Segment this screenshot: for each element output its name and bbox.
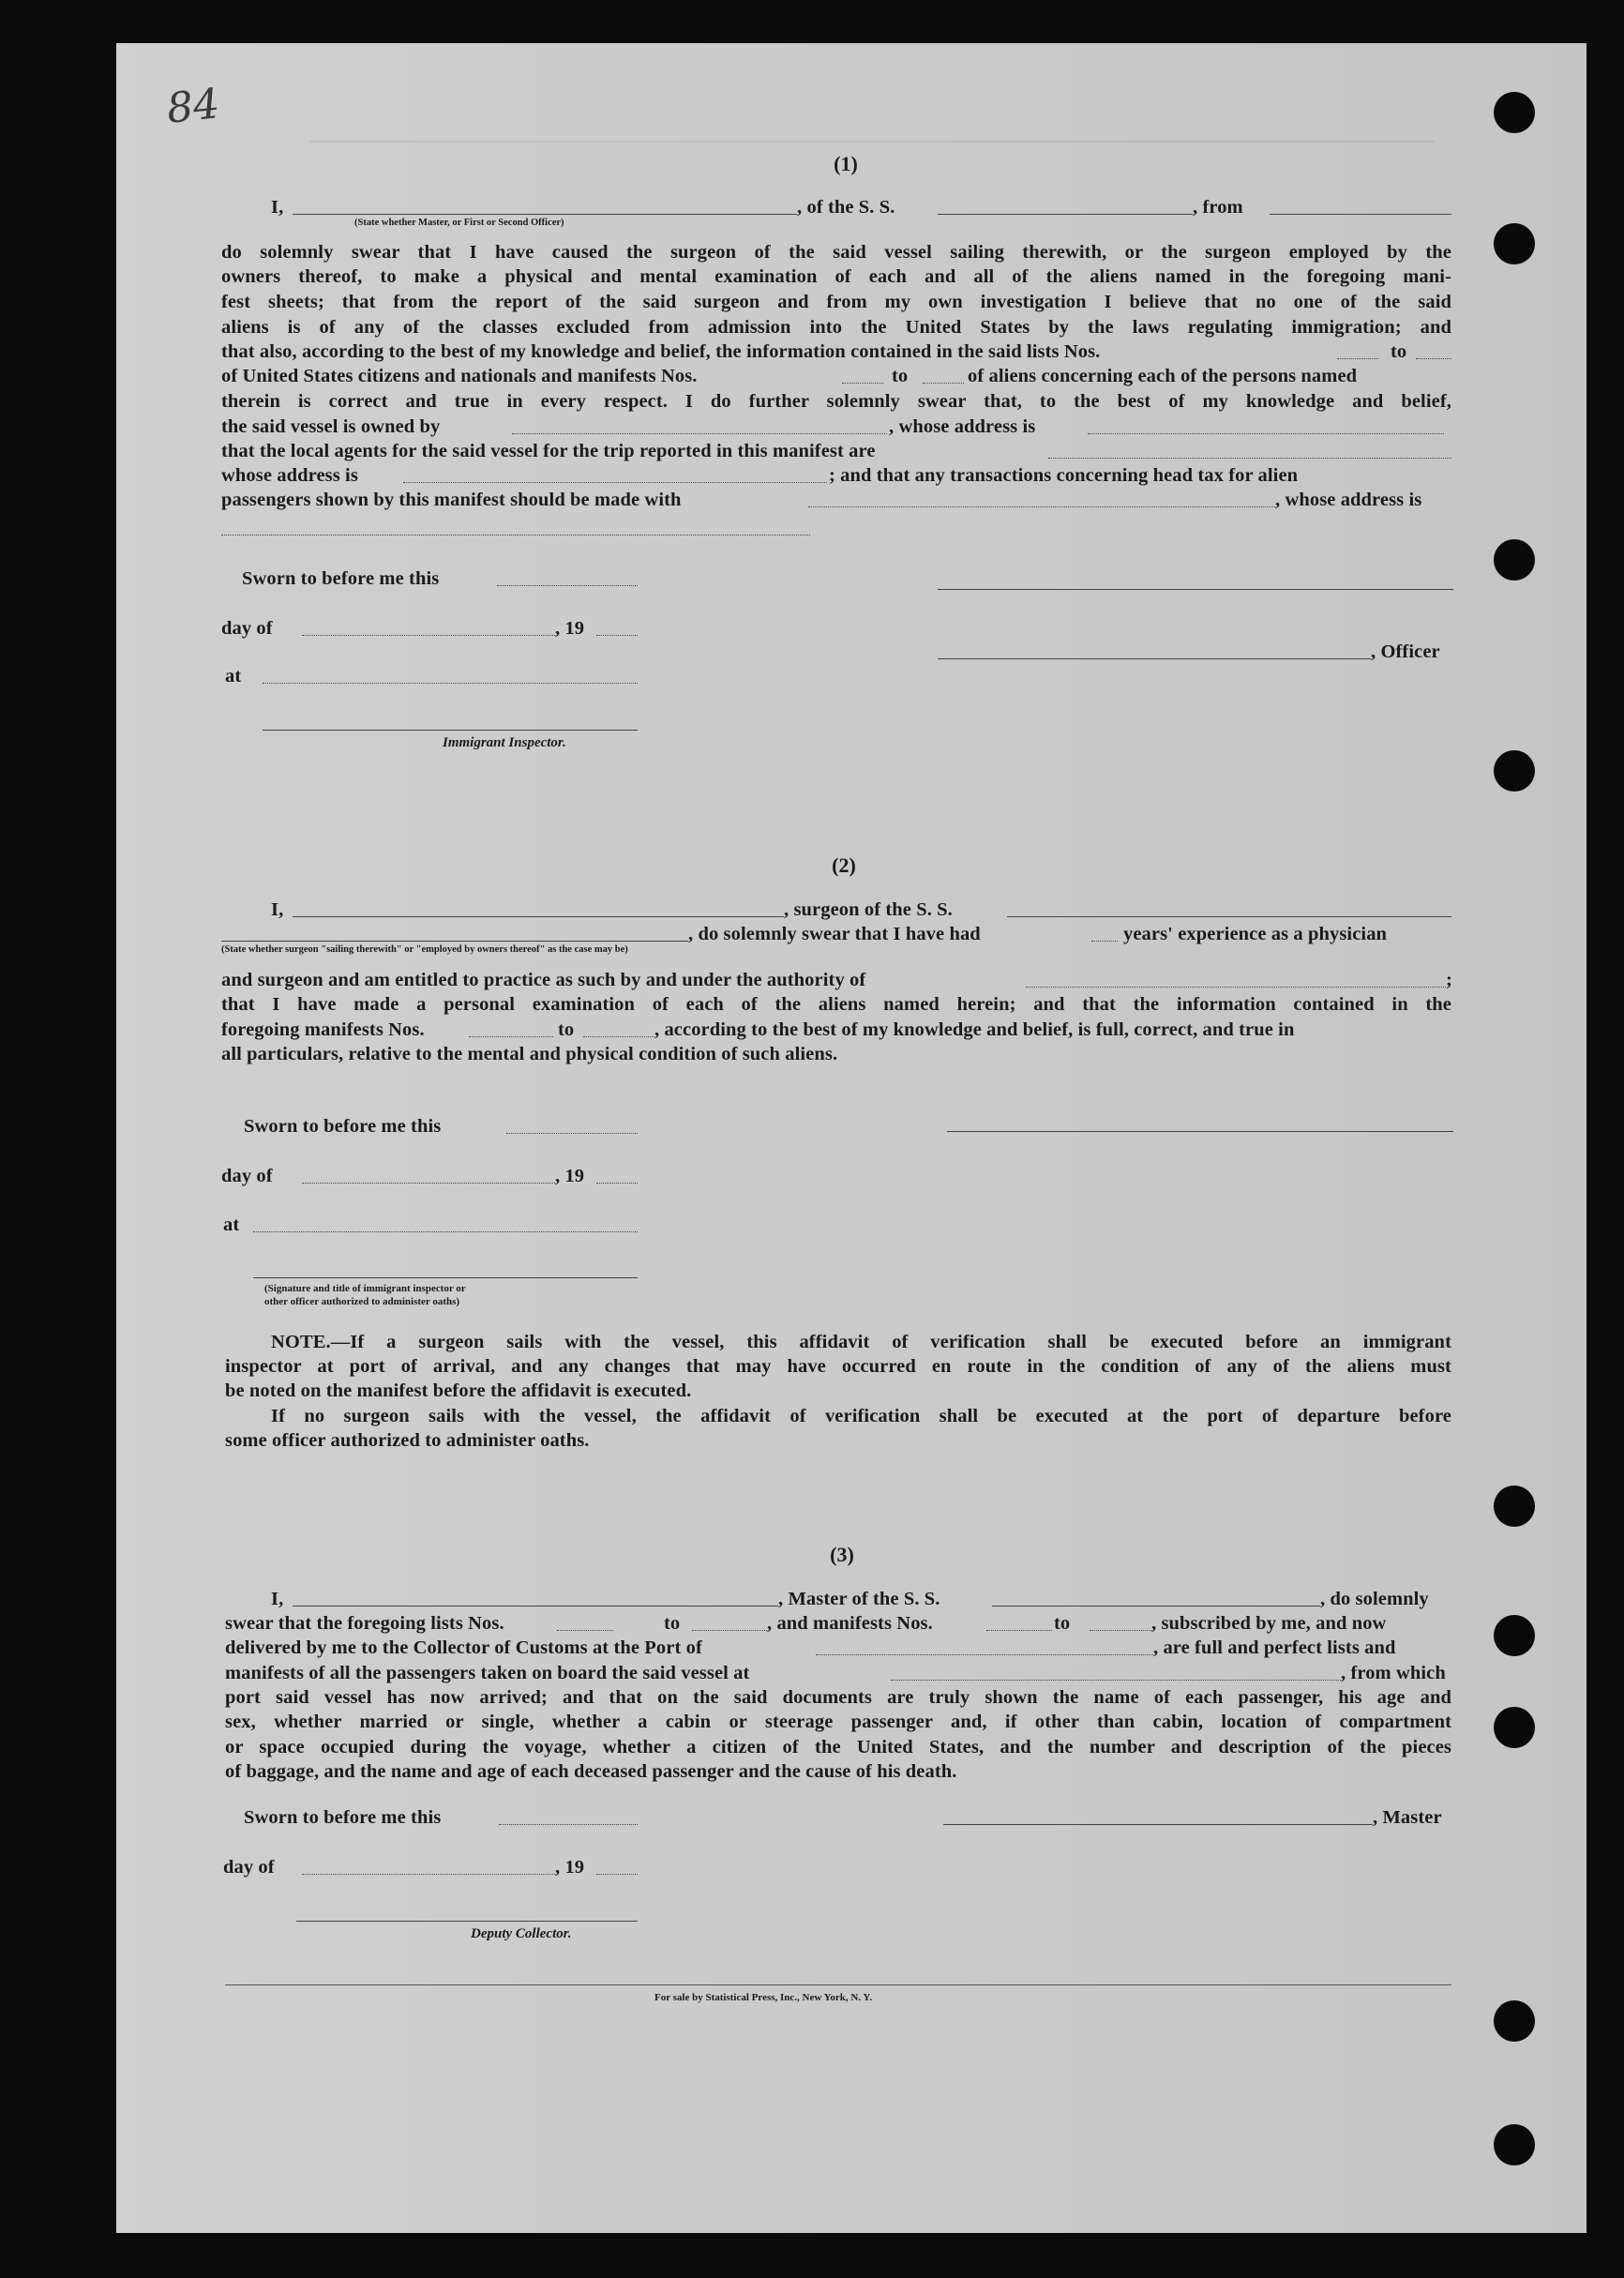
s3-line: sex, whether married or single, whether a cabin or steerage passenger and, if other than cabin, location of compartment [225, 1712, 1451, 1732]
s2-surgeon-sign-blank[interactable] [947, 1131, 1453, 1132]
s1-at: at [225, 666, 242, 686]
s1-from-blank[interactable] [1270, 214, 1451, 215]
handwritten-mark: 84 [164, 80, 222, 133]
s2-manifests-from-blank[interactable] [469, 1036, 553, 1037]
section-3-heading: (3) [830, 1543, 854, 1566]
s2-inspector-sign-blank[interactable] [253, 1277, 638, 1278]
s1-whose-address: , whose address is [889, 416, 1036, 437]
s3-day-blank[interactable] [302, 1874, 555, 1875]
s1-owner-address-blank[interactable] [1088, 433, 1444, 434]
s3-master-of: , Master of the S. S. [778, 1589, 940, 1609]
s2-authority-blank[interactable] [1026, 987, 1446, 988]
s1-sworn-blank[interactable] [497, 585, 638, 586]
s1-day-blank[interactable] [302, 635, 555, 636]
s1-line: of United States citizens and nationals and manifests Nos. [221, 366, 698, 386]
s1-officer-blank[interactable] [293, 214, 797, 215]
s2-manifests-to-blank[interactable] [583, 1036, 654, 1037]
s2-note-4: If no surgeon sails with the vessel, the affidavit of verification shall be executed at the port of departure before [271, 1406, 1451, 1426]
s3-sworn: Sworn to before me this [244, 1807, 442, 1828]
s3-deputy-sign-blank[interactable] [296, 1921, 638, 1922]
s1-inspector-sign-blank[interactable] [263, 730, 638, 731]
s1-agents-blank[interactable] [1048, 458, 1451, 459]
s2-line-particulars: all particulars, relative to the mental and physical condition of such aliens. [221, 1044, 838, 1064]
s2-at-blank[interactable] [253, 1231, 638, 1232]
s3-day-of: day of [223, 1857, 275, 1878]
binder-hole [1494, 1707, 1535, 1748]
s1-sworn: Sworn to before me this [242, 568, 440, 589]
s2-sig-caption-2: other officer authorized to administer oaths) [264, 1296, 460, 1307]
footer-imprint: For sale by Statistical Press, Inc., New York, N. Y. [654, 1992, 873, 2003]
s3-deputy-label: Deputy Collector. [471, 1926, 572, 1941]
binder-hole [1494, 2000, 1535, 2042]
s2-surgeon-caption: (State whether surgeon "sailing therewith" or "employed by owners thereof" as the case may be) [221, 944, 628, 955]
s1-headtax-blank[interactable] [808, 506, 1275, 507]
s1-line: owners thereof, to make a physical and mental examination of each and all of the aliens named in the foregoing mani- [221, 266, 1451, 287]
footer-rule [225, 1984, 1451, 1985]
s1-officer-sign-blank[interactable] [938, 589, 1453, 590]
bleed-through-texture [309, 66, 1435, 143]
s3-i: I, [271, 1589, 284, 1609]
s2-vessel-blank[interactable] [1007, 916, 1451, 917]
s1-lists-from-blank[interactable] [1337, 358, 1378, 359]
s2-years: years' experience as a physician [1123, 924, 1388, 944]
s2-line-manifests-b: , according to the best of my knowledge and belief, is full, correct, and true in [654, 1019, 1295, 1040]
s1-line: the said vessel is owned by [221, 416, 441, 437]
s1-i: I, [271, 197, 284, 218]
s3-do-solemnly: , do solemnly [1320, 1589, 1429, 1609]
s1-manifests-to-blank[interactable] [923, 383, 964, 384]
s3-master-blank[interactable] [293, 1606, 778, 1607]
s2-line-exam: that I have made a personal examination of each of the aliens named herein; and that the information contained in the [221, 994, 1451, 1015]
s2-semicolon: ; [1446, 970, 1452, 990]
binder-hole [1494, 1615, 1535, 1656]
s3-vessel-blank[interactable] [992, 1606, 1320, 1607]
s2-year-blank[interactable] [596, 1183, 638, 1184]
s2-surgeon-of: , surgeon of the S. S. [784, 899, 953, 920]
s2-year: , 19 [555, 1166, 585, 1186]
s1-agents-address-blank[interactable] [403, 482, 827, 483]
s1-day-of: day of [221, 618, 273, 639]
s2-surgeon-blank[interactable] [293, 916, 784, 917]
s2-sworn: Sworn to before me this [244, 1116, 442, 1137]
s3-manifests-all: manifests of all the passengers taken on board the said vessel at [225, 1663, 750, 1683]
s3-year: , 19 [555, 1857, 585, 1878]
s3-port-blank[interactable] [816, 1654, 1153, 1655]
s1-line: that the local agents for the said vessel for the trip reported in this manifest are [221, 441, 876, 461]
s2-at: at [223, 1214, 240, 1235]
s1-to: to [892, 366, 909, 386]
s1-at-blank[interactable] [263, 683, 638, 684]
s2-note-3: be noted on the manifest before the affidavit is executed. [225, 1380, 692, 1401]
s1-headtax-address-blank[interactable] [221, 535, 810, 536]
s2-note-1: NOTE.—If a surgeon sails with the vessel, this affidavit of verification shall be executed before an immigrant [271, 1332, 1451, 1352]
s2-years-blank[interactable] [1091, 941, 1118, 942]
s1-whose-address-2: , whose address is [1275, 490, 1422, 510]
s1-officer-caption: (State whether Master, or First or Second Officer) [354, 218, 564, 228]
s3-full-perfect: , are full and perfect lists and [1153, 1637, 1396, 1658]
s2-i: I, [271, 899, 284, 920]
s1-line: aliens is of any of the classes excluded from admission into the United States by the laws regulating immigration; and [221, 317, 1451, 338]
s2-note-2: inspector at port of arrival, and any changes that may have occurred en route in the condition of any of the aliens must [225, 1356, 1451, 1377]
s2-do-swear: , do solemnly swear that I have had [688, 924, 981, 944]
s1-of-ss: , of the S. S. [797, 197, 895, 218]
binder-hole [1494, 92, 1535, 133]
s1-line: do solemnly swear that I have caused the surgeon of the said vessel sailing therewith, or the surgeon employed by the [221, 242, 1451, 263]
s3-manifests-to-blank[interactable] [1090, 1630, 1151, 1631]
s3-year-blank[interactable] [596, 1874, 638, 1875]
s1-line: passengers shown by this manifest should be made with [221, 490, 682, 510]
s3-lists-to-blank[interactable] [692, 1630, 767, 1631]
s3-line: of baggage, and the name and age of each deceased passenger and the cause of his death. [225, 1761, 957, 1782]
s1-vessel-blank[interactable] [938, 214, 1193, 215]
s2-note-5: some officer authorized to administer oaths. [225, 1430, 590, 1451]
s1-from: , from [1193, 197, 1243, 218]
s1-line: that also, according to the best of my knowledge and belief, the information contained in the said lists Nos. [221, 341, 1101, 362]
s3-embark-port-blank[interactable] [891, 1680, 1341, 1681]
s2-capacity-blank[interactable] [221, 941, 688, 942]
s1-of-aliens: of aliens concerning each of the persons named [968, 366, 1358, 386]
s3-lists-from-blank[interactable] [557, 1630, 613, 1631]
s3-subscribed: , subscribed by me, and now [1151, 1613, 1387, 1634]
s3-swear-lists: swear that the foregoing lists Nos. [225, 1613, 504, 1634]
s2-sworn-blank[interactable] [506, 1133, 638, 1134]
binder-hole [1494, 2124, 1535, 2165]
s2-day-of: day of [221, 1166, 273, 1186]
s1-year: , 19 [555, 618, 585, 639]
binder-hole [1494, 223, 1535, 264]
s3-to: to [664, 1613, 681, 1634]
s3-manifests-from-blank[interactable] [986, 1630, 1052, 1631]
binder-hole [1494, 539, 1535, 581]
s1-officer-label: , Officer [1371, 641, 1440, 662]
s1-lists-to-blank[interactable] [1416, 358, 1451, 359]
s2-line-authority: and surgeon and am entitled to practice as such by and under the authority of [221, 970, 866, 990]
s1-line: fest sheets; that from the report of the said surgeon and from my own investigation I believe that no one of the said [221, 292, 1451, 312]
s1-line: whose address is [221, 465, 358, 486]
s1-officer-blank-2[interactable] [938, 658, 1371, 659]
s3-delivered: delivered by me to the Collector of Customs at the Port of [225, 1637, 702, 1658]
s1-manifests-from-blank[interactable] [842, 383, 883, 384]
s2-line-manifests: foregoing manifests Nos. [221, 1019, 425, 1040]
s1-line: therein is correct and true in every respect. I do further solemnly swear that, to the best of my knowledge and belief, [221, 391, 1451, 412]
s1-year-blank[interactable] [596, 635, 638, 636]
s2-sig-caption-1: (Signature and title of immigrant inspector or [264, 1283, 466, 1294]
s3-to-2: to [1054, 1613, 1071, 1634]
s3-line: or space occupied during the voyage, whether a citizen of the United States, and the number and description of the pieces [225, 1737, 1451, 1758]
s3-from-which: , from which [1341, 1663, 1446, 1683]
s1-owner-blank[interactable] [512, 433, 887, 434]
s2-day-blank[interactable] [302, 1183, 555, 1184]
s2-to: to [558, 1019, 575, 1040]
section-1-heading: (1) [834, 152, 858, 175]
binder-hole [1494, 750, 1535, 792]
s3-master-label: , Master [1373, 1807, 1442, 1828]
s3-and-manifests: , and manifests Nos. [767, 1613, 933, 1634]
s1-to: to [1391, 341, 1407, 362]
s3-line: port said vessel has now arrived; and that on the said documents are truly shown the name of each passenger, his age and [225, 1687, 1451, 1708]
section-2-heading: (2) [832, 853, 856, 877]
binder-hole [1494, 1486, 1535, 1527]
s1-inspector-label: Immigrant Inspector. [443, 735, 566, 750]
s3-sworn-blank[interactable] [499, 1824, 638, 1825]
s3-master-sign-blank[interactable] [943, 1824, 1373, 1825]
s1-transactions: ; and that any transactions concerning head tax for alien [829, 465, 1299, 486]
